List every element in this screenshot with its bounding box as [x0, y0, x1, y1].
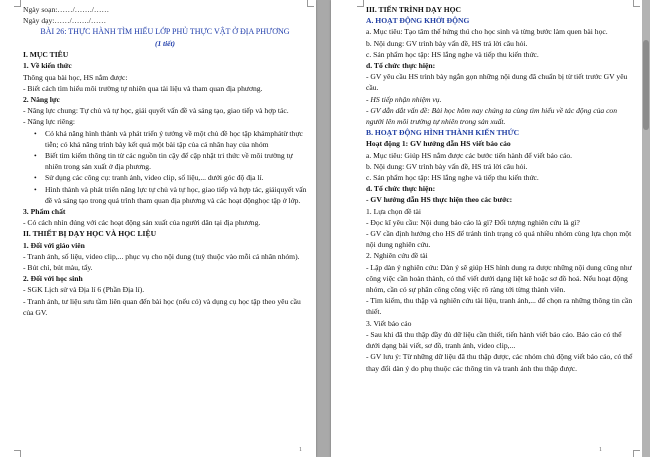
paragraph: a. Mục tiêu: Giúp HS nắm được các bước tiến hành để viết báo cáo. [366, 150, 573, 160]
crop-mark [14, 0, 21, 7]
paragraph: 1. Lựa chọn đề tài [366, 206, 421, 216]
paragraph: - Đọc kĩ yêu cầu: Nội dung báo cáo là gì? Đối tượng nghiên cứu là gì? [366, 217, 580, 227]
section-heading: 2. Năng lực [23, 94, 60, 104]
crop-mark [14, 450, 21, 457]
paragraph: - Có cách nhìn đúng với các hoạt động sản xuất của người dân tại địa phương. [23, 218, 261, 228]
paragraph: a. Mục tiêu: Tạo tâm thế hứng thú cho học sinh và từng bước làm quen bài học. [366, 27, 608, 37]
paragraph: - Sau khi đã thu thập đầy đủ dữ liệu cần thiết, tiến hành viết báo cáo. Báo cáo có thể dưới dạng bài viết, sơ đồ, tranh ảnh, video clip,... [366, 329, 622, 351]
paragraph: c. Sản phẩm học tập: HS lắng nghe và tiếp thu kiến thức. [366, 173, 539, 183]
scrollbar-thumb[interactable] [643, 40, 649, 130]
section-heading: Hoạt động 1: GV hướng dẫn HS viết báo cáo [366, 139, 511, 149]
bullet-item: • Sử dụng các công cụ: tranh ảnh, video clip, số liệu,... dưới góc độ địa lí. [23, 172, 307, 183]
crop-mark [633, 450, 640, 457]
document-page-right [331, 0, 642, 457]
paragraph: b. Nội dung: GV trình bày vấn đề, HS trả lời câu hỏi. [366, 38, 528, 48]
section-heading: d. Tổ chức thực hiện: [366, 184, 436, 194]
page-number: 1 [599, 446, 602, 453]
section-heading: - GV hướng dẫn HS thực hiện theo các bước: [366, 195, 513, 205]
paragraph: - Bút chì, bút màu, tẩy. [23, 262, 93, 272]
section-heading: B. HOẠT ĐỘNG HÌNH THÀNH KIẾN THỨC [366, 128, 520, 138]
date-taught: Ngày dạy:……/……./…… [23, 16, 107, 26]
section-heading: 2. Đối với học sinh [23, 274, 83, 284]
paragraph: - Tranh ảnh, số liệu, video clip,... phục vụ cho nội dung (tuỳ thuộc vào mỗi cá nhân nhóm). [23, 251, 300, 261]
page-body [23, 49, 307, 318]
bullet-item: • Hình thành và phát triển năng lực tự chủ và tự học, giao tiếp và hợp tác, giảiquyết vấn đề và sáng tạo trong quá trình tham quan địa phương và các hoạt độnghọc tập ở lớp. [23, 184, 307, 206]
section-heading: II. THIẾT BỊ DẠY HỌC VÀ HỌC LIỆU [23, 229, 157, 239]
crop-mark [357, 0, 364, 7]
section-heading: d. Tổ chức thực hiện: [366, 61, 436, 71]
paragraph: 2. Nghiên cứu đề tài [366, 251, 428, 261]
paragraph: - GV cần định hướng cho HS để tránh tình trạng có quá nhiều nhóm cùng lựa chọn một nội dung nghiên cứu. [366, 229, 632, 250]
section-heading: 1. Về kiến thức [23, 61, 72, 71]
paragraph: - SGK Lịch sử và Địa lí 6 (Phần Địa lí). [23, 285, 145, 295]
bullet-item: • Có khả năng hình thành và phát triển ý tưởng về một chủ đề học tập khámphátừ thực tiễn; có khả năng trình bày kết quả một bài tập của cá nhân hay của nhóm [23, 128, 307, 150]
section-heading: 1. Đối với giáo viên [23, 240, 85, 250]
bullet-item: • Biết tìm kiếm thông tin từ các nguồn tin cậy để cập nhật tri thức về môi trường tự nhiên trong sản xuất ở địa phương. [23, 150, 307, 172]
paragraph: - Biết cách tìm hiểu môi trường tự nhiên qua tài liệu và tham quan địa phương. [23, 83, 263, 93]
paragraph: - Tranh ảnh, tư liệu sưu tầm liên quan đến bài học (nếu có) và dụng cụ học tập theo yêu cầu của GV. [23, 296, 301, 317]
lesson-duration: (1 tiết) [155, 38, 175, 48]
paragraph: - Năng lực riêng: [23, 117, 75, 127]
section-heading: III. TIẾN TRÌNH DẠY HỌC [366, 5, 462, 14]
vertical-scrollbar[interactable] [642, 0, 650, 457]
section-heading: A. HOẠT ĐỘNG KHỞI ĐỘNG [366, 16, 470, 26]
paragraph: - HS tiếp nhận nhiệm vụ. [366, 94, 442, 104]
paragraph: - GV dẫn dắt vấn đề: Bài học hôm nay chúng ta cùng tìm hiểu về tác động của con người lên môi trường tự nhiên trong sản xuất. [366, 105, 618, 127]
page-number: 1 [299, 446, 302, 453]
paragraph: - Lập dàn ý nghiên cứu: Dàn ý sẽ giúp HS hình dung ra được những nội dung cũng như công việc cần hoàn thành, có thể viết dưới dạng liệt kê hoặc sơ đồ hoá. Nếu hoạt động nhóm, cần có sự phân công công việc rõ ràng tới từng thành viên. [366, 262, 632, 295]
paragraph: - GV yêu cầu HS trình bày ngắn gọn những nội dung đã chuẩn bị từ tiết trước GV yêu cầu. [366, 72, 628, 93]
paragraph: - GV lưu ý: Từ những dữ liệu đã thu thập được, các nhóm chủ động viết báo cáo, có thể thay đổi dàn ý do phụ thuộc các thông tin và tranh ảnh thu thập được. [366, 352, 633, 373]
paragraph: - Tìm kiếm, thu thập và nghiên cứu tài liệu, tranh ảnh,... để chọn ra những thông tin cần thiết. [366, 296, 633, 317]
paragraph: 3. Viết báo cáo [366, 318, 412, 328]
paragraph: b. Nội dung: GV trình bày vấn đề, HS trả lời câu hỏi. [366, 161, 528, 171]
date-prepared: Ngày soạn:……/……./…… [23, 5, 110, 14]
paragraph: - Năng lực chung: Tự chủ và tự học, giải quyết vấn đề và sáng tạo, giao tiếp và hợp tác. [23, 106, 289, 116]
section-heading: I. MỤC TIÊU [23, 50, 69, 60]
document-page-left [0, 0, 316, 457]
crop-mark [307, 0, 314, 7]
page-body [366, 4, 634, 374]
paragraph: c. Sản phẩm học tập: HS lắng nghe và tiếp thu kiến thức. [366, 49, 539, 59]
paragraph: Thông qua bài học, HS nắm được: [23, 72, 128, 82]
lesson-title: BÀI 26: THỰC HÀNH TÌM HIỂU LỚP PHỦ THỰC VẬT Ở ĐỊA PHƯƠNG [40, 27, 290, 37]
section-heading: 3. Phẩm chất [23, 206, 66, 216]
crop-mark [633, 0, 640, 7]
